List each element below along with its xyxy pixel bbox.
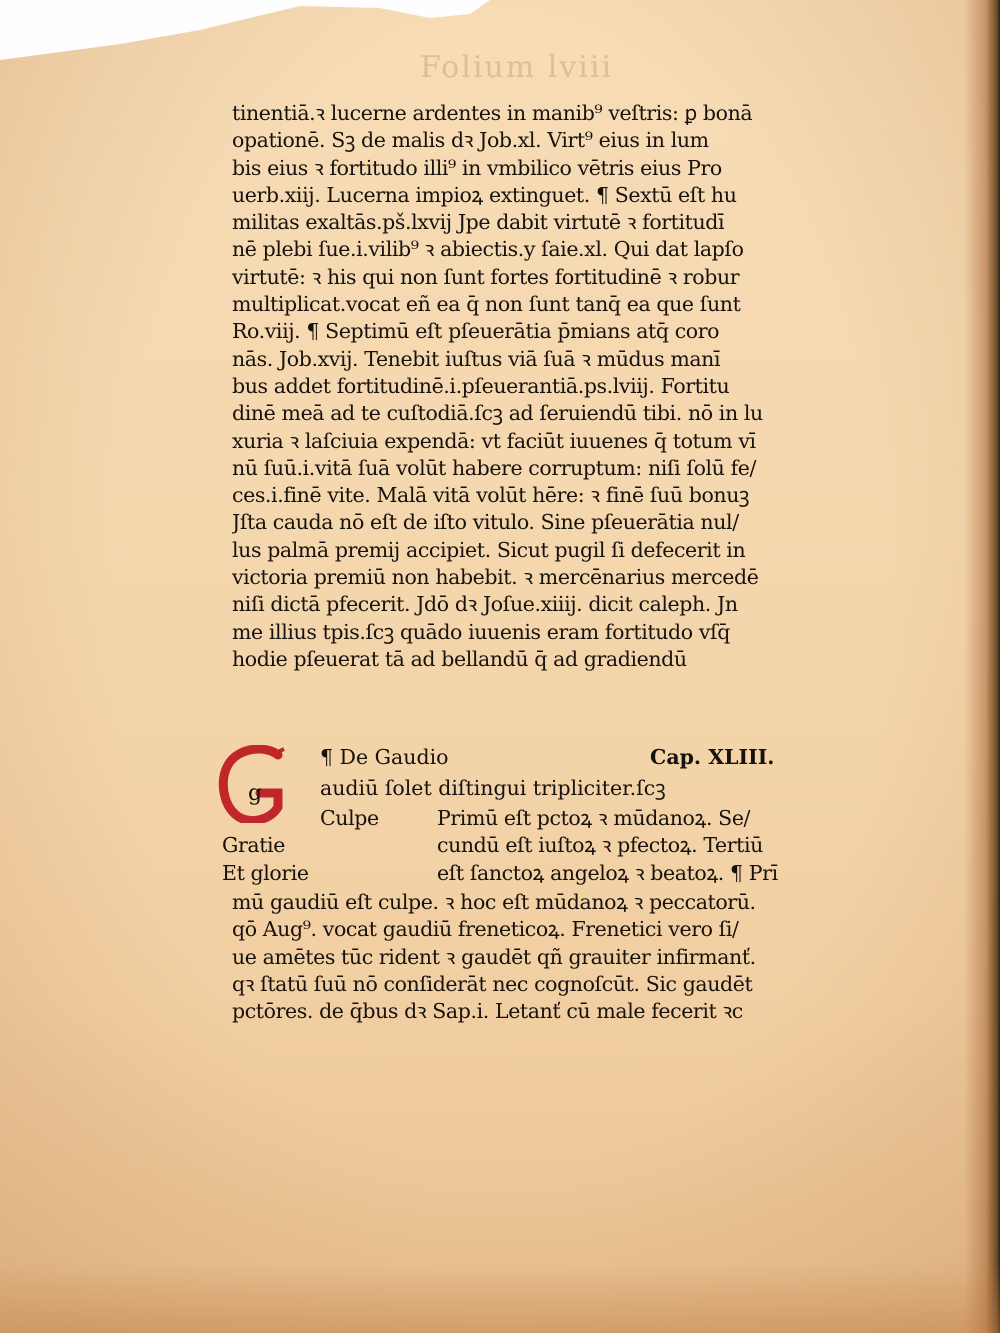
text-line: nē plebi ſue.i.vilib⁹ ꝛ abiectis.y ſaie.xl. Qui dat lapſo (232, 237, 744, 262)
division-row (222, 860, 882, 887)
division-text: cundū eſt iuſtoꝝ ꝛ pfectoꝝ. Tertiū (437, 833, 763, 858)
text-line: qꝛ ſtatū ſuū nō conſiderāt nec cognoſcūt. Sic gaudēt (232, 971, 753, 996)
text-line: xuria ꝛ laſciuia expendā: vt faciūt iuuenes q̄ totum vī (232, 428, 756, 453)
text-line: me illius tpis.ſcꝫ quādo iuuenis eram fortitudo vſq̄ (232, 619, 730, 644)
text-line: lus palmā premij accipiet. Sicut pugil ſi defecerit in (232, 537, 746, 562)
division-table (222, 805, 882, 887)
text-line: militas exaltās.pš.lxvij Jpe dabit virtutē ꝛ fortitudī (232, 210, 725, 235)
text-line: opationē. Sꝫ de malis dꝛ Job.xl. Virt⁹ eius in lum (232, 128, 709, 153)
text-line: multiplicat.vocat eñ ea q̄ non ſunt tanq̄ ea que ſunt (232, 292, 741, 317)
text-line: bis eius ꝛ fortitudo illi⁹ in vmbilico vētris eius Pro (232, 155, 722, 180)
text-line: pctōres. de q̄bus dꝛ Sap.i. Letanť cū male fecerit ꝛc (232, 999, 743, 1024)
division-label: Et glorie (222, 860, 309, 885)
page-bottom-stain (0, 1263, 1000, 1333)
body-text-block-2 (232, 889, 882, 1025)
body-text-block (232, 100, 882, 673)
division-label: Culpe (320, 806, 379, 830)
text-line: niſi dictā pfecerit. Jdō dꝛ Joſue.xiiij. dicit caleph. Jn (232, 592, 738, 617)
page-edge-shadow (964, 0, 1000, 1333)
text-line: nū ſuū.i.vitā ſuā volūt habere corruptum: niſi ſolū fe/ (232, 455, 757, 480)
text-line: dinē meā ad te cuſtodiā.ſcꝫ ad ſeruiendū tibi. nō in lu (232, 401, 763, 426)
text-line: qō Aug⁹. vocat gaudiū freneticoꝝ. Frenetici vero ſi/ (232, 917, 739, 942)
text-line: mū gaudiū eſt culpe. ꝛ hoc eſt mūdanoꝝ ꝛ peccatorū. (232, 890, 756, 914)
text-line: hodie pſeuerat tā ad bellandū q̄ ad gradiendū (232, 646, 687, 671)
chapter-intro: audiū ſolet diſtingui tripliciter.ſcꝫ (320, 776, 666, 800)
text-line: ces.i.finē vite. Malā vitā volūt hēre: ꝛ finē ſuū bonuꝫ (232, 483, 750, 508)
division-row (232, 805, 882, 832)
chapter-title: ¶ De Gaudio (320, 745, 449, 769)
text-line: bus addet fortitudinē.i.pſeuerantiā.ps.lviij. Fortitu (232, 373, 730, 398)
chapter-heading (320, 745, 880, 775)
text-line: uerb.xiij. Lucerna impioꝝ extinguet. ¶ Sextū eſt hu (232, 182, 737, 207)
text-line: Ro.viij. ¶ Septimū eſt pſeuerātia p̄mians atq̄ coro (232, 319, 720, 344)
text-line: tinentiā.ꝛ lucerne ardentes in manib⁹ veſtris: ꝑ bonā (232, 101, 753, 125)
text-line: virtutē: ꝛ his qui non ſunt fortes fortitudinē ꝛ robur (232, 264, 740, 289)
chapter-number: Cap. XLIII. (650, 745, 775, 769)
division-label: Gratie (222, 833, 285, 858)
guide-letter: g (248, 781, 263, 806)
division-text: eſt ſanctoꝝ angeloꝝ ꝛ beatoꝝ. ¶ Prī (437, 860, 778, 885)
folio-header-showthrough: Folium lviii (420, 50, 614, 85)
text-line: Jſta cauda nō eſt de iſto vitulo. Sine pſeuerātia nul/ (232, 510, 739, 535)
text-line: victoria premiū non habebit. ꝛ mercēnarius mercedē (232, 565, 759, 590)
text-line: nās. Job.xvij. Tenebit iuſtus viā ſuā ꝛ mūdus manī (232, 346, 721, 371)
division-text: Primū eſt pctoꝝ ꝛ mūdanoꝝ. Se/ (437, 806, 751, 830)
division-row (222, 832, 882, 859)
text-line: ue amētes tūc rident ꝛ gaudēt qñ grauiter infirmanť. (232, 944, 756, 969)
